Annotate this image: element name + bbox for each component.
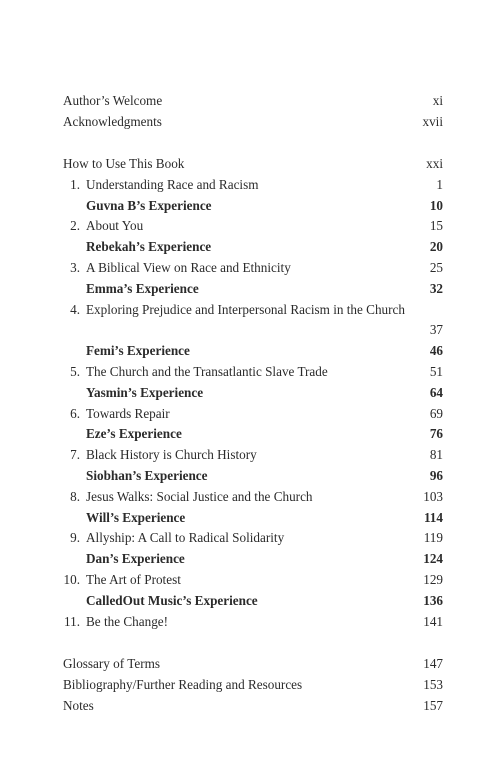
experience-title: CalledOut Music’s Experience (86, 592, 258, 608)
entry-title: Author’s Welcome (63, 93, 163, 108)
experience-title: Emma’s Experience (86, 280, 199, 296)
toc-experience-3 (63, 279, 443, 300)
toc-chapter-2 (63, 216, 443, 237)
chapter-page-number: 129 (423, 572, 443, 588)
experience-title: Femi’s Experience (86, 343, 190, 359)
toc-entry-glossary (63, 654, 443, 675)
experience-page-number: 76 (429, 426, 443, 442)
entry-title: Bibliography/Further Reading and Resources (63, 676, 303, 692)
chapter-page-number: 1 (436, 176, 443, 192)
experience-page-number: 32 (429, 280, 443, 296)
experience-title: Yasmin’s Experience (86, 384, 204, 400)
chapter-number: 11. (64, 613, 80, 629)
chapter-number: 10. (63, 572, 80, 588)
table-of-contents (63, 91, 443, 716)
chapter-title: Be the Change! (86, 613, 169, 629)
chapter-number: 9. (70, 530, 80, 546)
toc-experience-7 (63, 466, 443, 487)
chapter-number: 3. (70, 260, 80, 276)
experience-title: Siobhan’s Experience (86, 468, 208, 484)
chapter-title: About You (86, 218, 144, 234)
chapter-number: 6. (70, 405, 80, 421)
entry-title: Acknowledgments (63, 113, 162, 129)
experience-page-number: 114 (423, 509, 443, 525)
section-gap (63, 133, 443, 155)
chapter-page-number: 69 (429, 405, 443, 421)
experience-page-number: 136 (423, 592, 443, 608)
toc-experience-2 (63, 237, 443, 258)
toc-chapter-4 (63, 300, 443, 342)
entry-title: Notes (63, 697, 94, 713)
toc-entry-bibliography (63, 675, 443, 696)
experience-page-number: 46 (429, 343, 443, 359)
chapter-page-number: 103 (423, 488, 443, 504)
chapter-page-number: 25 (429, 260, 443, 276)
chapter-page-number: 141 (423, 613, 443, 629)
toc-experience-4 (63, 341, 443, 362)
chapter-title: A Biblical View on Race and Ethnicity (86, 260, 291, 276)
chapter-title: Understanding Race and Racism (86, 176, 259, 192)
entry-page-number: xvii (422, 113, 443, 129)
chapter-page-number: 15 (429, 218, 443, 234)
toc-chapter-8 (63, 487, 443, 508)
chapter-number: 8. (70, 488, 80, 504)
toc-experience-1 (63, 196, 443, 217)
chapter-number: 1. (70, 176, 80, 192)
experience-page-number: 20 (429, 239, 443, 255)
experience-title: Rebekah’s Experience (86, 239, 212, 255)
chapter-title: The Church and the Transatlantic Slave Trade (86, 364, 328, 380)
experience-title: Will’s Experience (86, 509, 186, 525)
experience-page-number: 10 (429, 197, 443, 213)
chapter-title: Allyship: A Call to Radical Solidarity (86, 530, 285, 546)
toc-chapter-3 (63, 258, 443, 279)
chapter-title: The Art of Protest (86, 572, 181, 588)
chapter-number: 2. (70, 218, 80, 234)
toc-chapter-5 (63, 362, 443, 383)
chapter-title: Towards Repair (86, 405, 170, 421)
toc-chapter-10 (63, 570, 443, 591)
chapter-title: Black History is Church History (86, 447, 257, 463)
entry-page-number: 147 (423, 655, 443, 671)
toc-entry-authors-welcome (63, 91, 443, 112)
toc-chapter-1 (63, 175, 443, 196)
toc-experience-8 (63, 508, 443, 529)
toc-experience-10 (63, 591, 443, 612)
toc-experience-6 (63, 424, 443, 445)
chapter-number: 4. (70, 301, 80, 317)
chapter-title: Exploring Prejudice and Interpersonal Racism in the Church (86, 301, 405, 317)
toc-chapter-11 (63, 612, 443, 633)
entry-page-number: 153 (423, 676, 443, 692)
experience-page-number: 124 (423, 551, 443, 567)
experience-page-number: 96 (429, 468, 443, 484)
chapter-number: 7. (70, 447, 80, 463)
chapter-number: 5. (70, 364, 80, 380)
toc-experience-9 (63, 549, 443, 570)
toc-chapter-9 (63, 528, 443, 549)
toc-chapter-6 (63, 404, 443, 425)
experience-title: Guvna B’s Experience (86, 197, 212, 213)
toc-entry-notes (63, 696, 443, 717)
chapter-page-number: 51 (429, 364, 443, 380)
chapter-page-number: 81 (429, 447, 443, 463)
chapter-page-number: 119 (423, 530, 443, 546)
entry-title: How to Use This Book (63, 156, 185, 172)
entry-title: Glossary of Terms (63, 655, 160, 671)
toc-entry-how-to-use (63, 154, 443, 175)
experience-title: Dan’s Experience (86, 551, 185, 567)
entry-page-number: xxi (426, 156, 443, 172)
section-gap (63, 632, 443, 654)
toc-entry-acknowledgments (63, 112, 443, 133)
toc-chapter-7 (63, 445, 443, 466)
experience-page-number: 64 (429, 384, 443, 400)
toc-experience-5 (63, 383, 443, 404)
entry-page-number: 157 (423, 697, 443, 713)
entry-page-number: xi (432, 93, 443, 108)
experience-title: Eze’s Experience (86, 426, 182, 442)
chapter-title: Jesus Walks: Social Justice and the Church (86, 488, 313, 504)
chapter-page-number: 37 (429, 322, 443, 338)
